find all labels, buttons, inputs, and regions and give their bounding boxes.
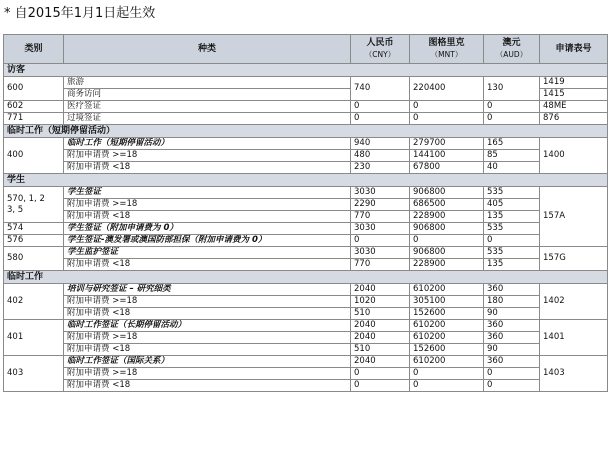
table-row: 403 临时工作签证（国际关系） 2040 610200 360 1403 xyxy=(4,356,608,368)
table-row: 771 过境签证 0 0 0 876 xyxy=(4,113,608,125)
table-row: 附加申请费 >=18 480 144100 85 xyxy=(4,150,608,162)
visa-fee-table xyxy=(3,34,608,392)
table-row: 附加申请费 >=18 1020 305100 180 xyxy=(4,296,608,308)
table-row: 附加申请费 >=18 0 0 0 xyxy=(4,368,608,380)
table-row: 附加申请费 >=18 2040 610200 360 xyxy=(4,332,608,344)
header-type: 种类 xyxy=(64,35,351,64)
table-row: 附加申请费 <18 0 0 0 xyxy=(4,380,608,392)
header-form: 申请表号 xyxy=(540,35,608,64)
table-row: 574 学生签证（附加申请费为 0） 3030 906800 535 xyxy=(4,223,608,235)
section-student: 学生 xyxy=(4,174,608,187)
table-row: 附加申请费 >=18 2290 686500 405 xyxy=(4,199,608,211)
effective-date-note: * 自2015年1月1日起生效 xyxy=(4,6,156,21)
header-row xyxy=(4,35,608,64)
table-row: 附加申请费 <18 510 152600 90 xyxy=(4,308,608,320)
header-category: 类别 xyxy=(4,35,64,64)
table-row: 附加申请费 <18 770 228900 135 xyxy=(4,211,608,223)
table-row: 附加申请费 <18 230 67800 40 xyxy=(4,162,608,174)
section-temp-work: 临时工作 xyxy=(4,271,608,284)
table-row: 602 医疗签证 0 0 0 48ME xyxy=(4,101,608,113)
header-aud: 澳元 （AUD） xyxy=(484,35,540,64)
table-row: 附加申请费 <18 770 228900 135 xyxy=(4,259,608,271)
table-row: 商务访问 1415 xyxy=(4,89,608,101)
header-cny: 人民币 （CNY） xyxy=(351,35,410,64)
table-row: 400 临时工作（短期停留活动） 940 279700 165 1400 xyxy=(4,138,608,150)
section-visitor: 访客 xyxy=(4,64,608,77)
table-row: 576 学生签证-澳发署或澳国防部担保（附加申请费为 0） 0 0 0 xyxy=(4,235,608,247)
table-row: 402 培训与研究签证 – 研究细类 2040 610200 360 1402 xyxy=(4,284,608,296)
table-row: 570, 1, 2 3, 5 学生签证 3030 906800 535 157A xyxy=(4,187,608,199)
table-row: 401 临时工作签证（长期停留活动） 2040 610200 360 1401 xyxy=(4,320,608,332)
header-mnt: 图格里克 （MNT） xyxy=(410,35,484,64)
section-temp-short: 临时工作（短期停留活动） xyxy=(4,125,608,138)
table-row: 附加申请费 <18 510 152600 90 xyxy=(4,344,608,356)
table-row: 580 学生监护签证 3030 906800 535 157G xyxy=(4,247,608,259)
table-row: 600 旅游 740 220400 130 1419 xyxy=(4,77,608,89)
